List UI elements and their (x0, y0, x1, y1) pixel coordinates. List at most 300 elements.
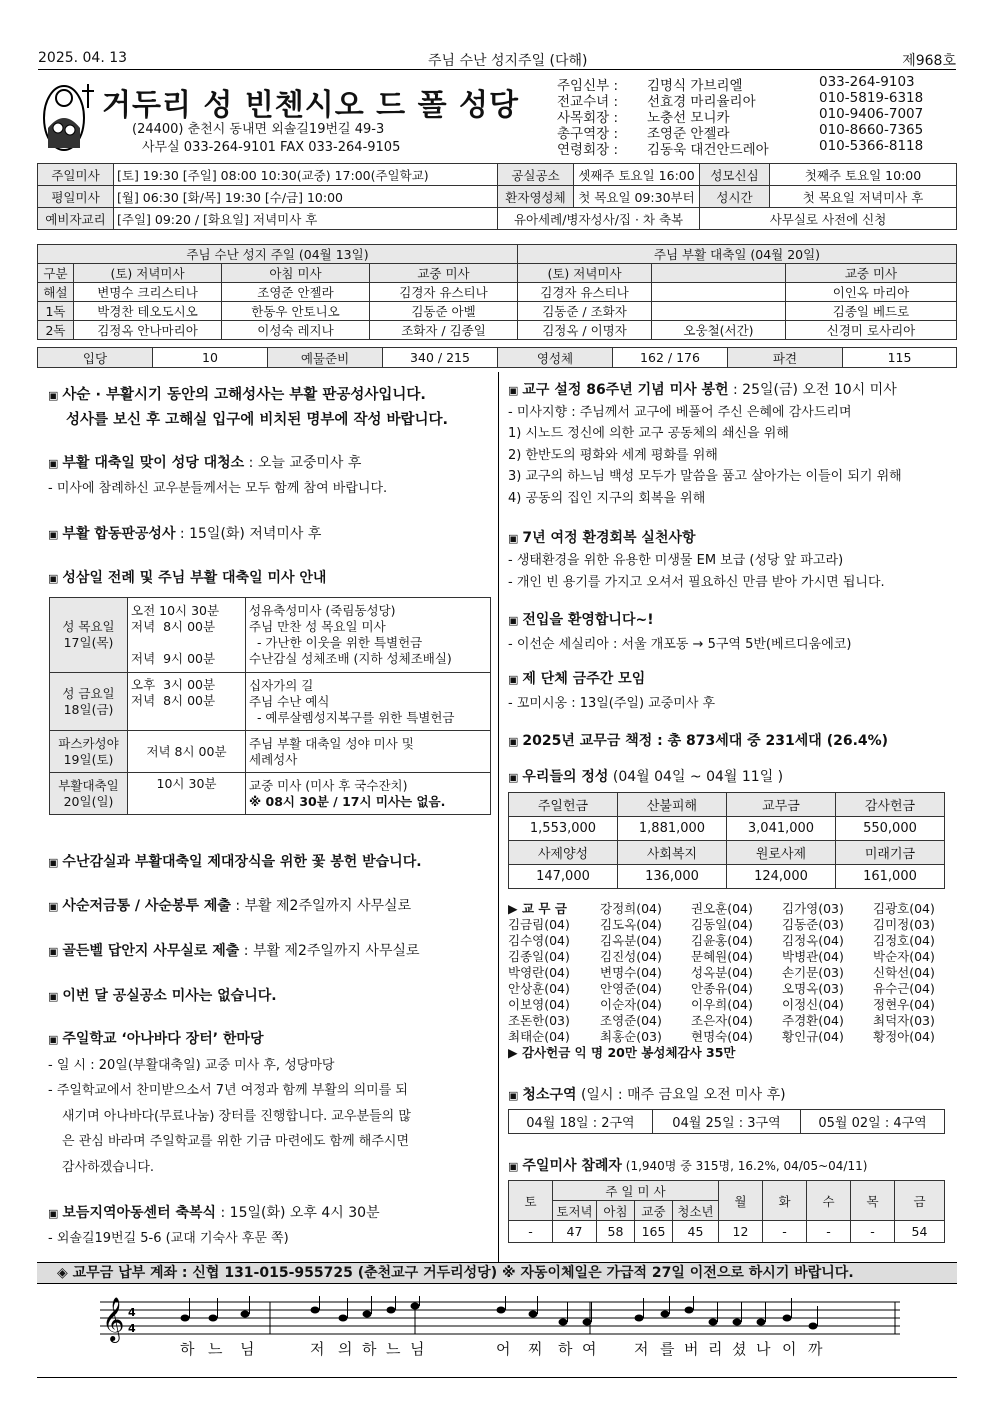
att-header: 월 (719, 1181, 763, 1221)
attendance-table (508, 1180, 945, 1243)
att-subheader: 토저녁 (553, 1201, 597, 1221)
donor: 박영란(04) (508, 965, 570, 980)
cell: 변명수 크리스티나 (74, 283, 222, 302)
cell: 조영준 안젤라 (222, 283, 370, 302)
notice-welcome: ▣ 전입을 환영합니다~! - 이선순 세실리아 : 서울 개포동 → 5구역 5반(베르디움에코) (508, 608, 851, 657)
notice-detail: 2) 한반도의 평화와 세계 평화를 위해 (508, 447, 718, 463)
notice-goldenbell: ▣ 골든벨 답안지 사무실로 제출 : 부활 제2주일까지 사무실로 (48, 943, 420, 959)
hw-desc: 주님 부활 대축일 성야 미사 및 세례성사 (246, 731, 491, 773)
donor: 신학선(04) (873, 965, 935, 980)
value: 셋째주 토요일 16:00 (574, 164, 700, 186)
staff-name: 김명식 가브리엘 (647, 78, 743, 94)
donor: 조돈한(03) (508, 1013, 570, 1028)
notice-text: 사순 · 부활시기 동안의 고해성사는 부활 판공성사입니다. (62, 387, 426, 403)
cleaning-title: ▣ 청소구역 (일시 : 매주 금요일 오전 미사 후) (508, 1087, 786, 1103)
stat-value: 162 / 176 (613, 348, 728, 368)
notice-tithe: ▣ 2025년 교무금 책정 : 총 873세대 중 231세대 (26.4%) (508, 733, 889, 749)
church-phone: 사무실 033-264-9101 FAX 033-264-9105 (142, 140, 401, 155)
cell: 김정옥 안나마리아 (74, 321, 222, 340)
cell: 김정옥 / 이명자 (518, 321, 652, 340)
donor: 김금림(04) (508, 917, 570, 932)
att-header: 수 (807, 1181, 851, 1221)
value: 사무실로 사전에 신청 (700, 208, 957, 230)
cell (652, 302, 786, 321)
off-value: 147,000 (509, 865, 618, 889)
stat-label: 입당 (38, 348, 153, 368)
church-logo (40, 78, 98, 154)
value: [월] 06:30 [화/목] 19:30 [수/금] 10:00 (114, 186, 498, 208)
notice-title: 주일미사 참례자 (522, 1158, 622, 1174)
notice-title: 부활 합동판공성사 (62, 526, 176, 542)
staff-row (557, 74, 957, 94)
att-header: 토 (509, 1181, 553, 1221)
svg-text:4: 4 (128, 1322, 136, 1335)
staff-phone: 033-264-9103 (819, 74, 915, 90)
music-note (685, 1307, 694, 1314)
stats-bar (37, 347, 957, 368)
notice-flowers: ▣ 수난감실과 부활대축일 제대장식을 위한 꽃 봉헌 받습니다. (48, 854, 422, 870)
staff-role: 주임신부 : (557, 78, 619, 94)
cell: 오웅철(서간) (652, 321, 786, 340)
donor: 이순자(04) (600, 997, 662, 1012)
music-note (559, 1319, 568, 1326)
church-address: (24400) 춘천시 동내면 외솔길19번길 49-3 (132, 122, 385, 137)
donor: 김종일(04) (508, 949, 570, 964)
music-note (661, 1311, 670, 1318)
lyric-syllable: 까 (808, 1340, 823, 1358)
staff-name: 노충선 모니카 (647, 110, 730, 126)
off-header: 사제양성 (509, 841, 618, 865)
hw-time: 오후 3시 00분 저녁 8시 00분 (128, 673, 246, 731)
cell: 해설 (38, 283, 74, 302)
notice-value: : 부활 제2주일까지 사무실로 (239, 943, 420, 959)
donor-row (508, 981, 948, 997)
hymn-lyrics (100, 1338, 900, 1360)
music-note (497, 1307, 506, 1314)
donor: 유수근(04) (873, 981, 935, 996)
church-name: 거두리 성 빈첸시오 드 폴 성당 (102, 88, 519, 123)
notice-meetings: ▣ 제 단체 금주간 모임 - 꼬미시옹 : 13일(주일) 교중미사 후 (508, 667, 715, 716)
holy-week-table (49, 597, 491, 815)
col-header: 교중 미사 (370, 264, 518, 283)
donor-row (508, 1013, 948, 1029)
staff-phone: 010-8660-7365 (819, 122, 924, 138)
off-value: 136,000 (618, 865, 727, 889)
value: 첫 목요일 09:30부터 (574, 186, 700, 208)
att-value: 12 (719, 1221, 763, 1243)
cell: 한동우 안토니오 (222, 302, 370, 321)
att-value: 47 (553, 1221, 597, 1243)
notice-title: 주일학교 ‘아나바다 장터’ 한마당 (62, 1031, 264, 1047)
cleaning-cell: 05월 02일 : 4구역 (801, 1110, 945, 1134)
notice-lent-box: ▣ 사순저금통 / 사순봉투 제출 : 부활 제2주일까지 사무실로 (48, 898, 412, 914)
music-note (733, 1319, 742, 1326)
music-note (583, 1319, 592, 1326)
music-note (363, 1311, 372, 1318)
notice-title: 우리들의 정성 (522, 769, 609, 785)
notice-title: 이번 달 공실공소 미사는 없습니다. (62, 988, 277, 1004)
att-subheader: 청소년 (673, 1201, 719, 1221)
lyric-syllable: 찌 (528, 1340, 543, 1358)
donor: 박순자(04) (873, 949, 935, 964)
lyric-syllable: 를 (660, 1340, 675, 1358)
label: 성시간 (700, 186, 770, 208)
offerings-table (508, 792, 945, 889)
cell: 2독 (38, 321, 74, 340)
hw-time: 저녁 8시 00분 (128, 731, 246, 773)
notice-detail: - 꼬미시옹 : 13일(주일) 교중미사 후 (508, 696, 716, 711)
notice-value: (04월 04일 ~ 04월 11일 ) (608, 769, 784, 785)
off-header: 교무금 (727, 793, 836, 817)
cell: 이인옥 마리아 (786, 283, 957, 302)
notice-title: 부활 대축일 맞이 성당 대청소 (62, 455, 245, 471)
att-value: - (851, 1221, 895, 1243)
notice-anabada: ▣ 주일학교 ‘아나바다 장터’ 한마당 - 일 시 : 20일(부활대축일) 교중 미사 후, 성당마당 - 주일학교에서 찬미받으소서 7년 여정과 함께 부활의 의미를 되 새기며 아나바다(무료나눔) 장터를 진행합니다. 교우분들의 많 은 관심 바라며 주일학교를 위한 기금 마련에도 함께 해주시면 감사하겠습니다. (48, 1027, 411, 1180)
cell: 이성숙 레지나 (222, 321, 370, 340)
cleaning-cell: 04월 18일 : 2구역 (509, 1110, 653, 1134)
notice-confession: ▣ 사순 · 부활시기 동안의 고해성사는 부활 판공성사입니다. 성사를 보신 후 고해실 입구에 비치된 명부에 작성 바랍니다. (48, 383, 448, 433)
donor: 안상훈(04) (508, 981, 570, 996)
donor: 이보영(04) (508, 997, 570, 1012)
col-header: (토) 저녁미사 (518, 264, 652, 283)
donor-list (508, 901, 948, 1061)
lyric-syllable: 의 (338, 1340, 353, 1358)
staff-name: 김동욱 대건안드레아 (647, 142, 769, 158)
issue-number: 제968호 (902, 53, 956, 69)
notice-title: 2025년 교무금 책정 : 총 873세대 중 231세대 (26.4%) (522, 733, 889, 749)
donor: 김옥분(04) (600, 933, 662, 948)
bottom-rule (37, 1377, 957, 1378)
hw-desc: 교중 미사 (미사 후 국수잔치) (249, 777, 408, 793)
staff-list (557, 74, 957, 158)
cell: 김경자 유스티나 (518, 283, 652, 302)
lyric-syllable: 하 (558, 1340, 573, 1358)
readers-header: 주님 수난 성지 주일 (04월 13일) (38, 245, 518, 264)
notice-text: 성사를 보신 후 고해실 입구에 비치된 명부에 작성 바랍니다. (66, 412, 449, 428)
staff-row (557, 138, 957, 158)
svg-text:4: 4 (128, 1306, 136, 1319)
lyric-syllable: 느 (386, 1340, 401, 1358)
notice-title: 사순저금통 / 사순봉투 제출 (62, 898, 231, 914)
notice-title: 제 단체 금주간 모임 (522, 671, 646, 687)
cleaning-cell: 04월 25일 : 3구역 (652, 1110, 800, 1134)
notice-detail: - 미사에 참례하신 교우분들께서는 모두 함께 참여 바랍니다. (48, 481, 388, 496)
donor: 김미정(03) (873, 917, 935, 932)
attendance-title: ▣ 주일미사 참례자 (1,940명 중 315명, 16.2%, 04/05~04/11) (508, 1158, 868, 1174)
donor: 황정아(04) (873, 1029, 935, 1044)
notice-title: 보듬지역아동센터 축복식 (62, 1205, 217, 1221)
hw-day: 부활대축일 20일(일) (50, 773, 128, 815)
offerings-title: ▣ 우리들의 정성 (04월 04일 ~ 04월 11일 ) (508, 769, 784, 785)
donor: 권오훈(04) (691, 901, 753, 916)
donor-row (508, 997, 948, 1013)
hw-day: 성 목요일 17일(목) (50, 598, 128, 673)
donor: 김동준(03) (782, 917, 844, 932)
staff-phone: 010-5366-8118 (819, 138, 924, 154)
notice-detail: 은 관심 바라며 주일학교를 위한 기금 마련에도 함께 해주시면 (62, 1134, 410, 1149)
sunday-title: 주님 수난 성지주일 (다해) (428, 53, 588, 69)
staff-row (557, 122, 957, 142)
music-note (635, 1315, 644, 1322)
cell: 김종일 베드로 (786, 302, 957, 321)
staff-name: 선효경 마리율리아 (647, 94, 756, 110)
notice-detail: 감사하겠습니다. (62, 1159, 155, 1175)
label: 평일미사 (38, 186, 114, 208)
donor: 최태순(04) (508, 1029, 570, 1044)
donor: 이우희(04) (691, 997, 753, 1012)
notice-value: (1,940명 중 315명, 16.2%, 04/05~04/11) (621, 1159, 868, 1173)
notice-detail: - 주일학교에서 찬미받으소서 7년 여정과 함께 부활의 의미를 되 (48, 1083, 408, 1098)
readers-table (37, 244, 957, 340)
donor: 김가영(03) (782, 901, 844, 916)
music-note (241, 1311, 250, 1318)
off-header: 사회복지 (618, 841, 727, 865)
lyric-syllable: 하 (180, 1340, 195, 1358)
label: 주일미사 (38, 164, 114, 186)
notice-value: (일시 : 매주 금요일 오전 미사 후) (576, 1087, 786, 1103)
music-note (809, 1323, 818, 1330)
lyric-syllable: 느 (208, 1340, 223, 1358)
music-note (709, 1319, 718, 1326)
donor: 조영준(04) (600, 1013, 662, 1028)
donor: 안종유(04) (691, 981, 753, 996)
donor: 조은자(04) (691, 1013, 753, 1028)
att-header: 목 (851, 1181, 895, 1221)
hw-day: 파스카성야 19일(토) (50, 731, 128, 773)
lyric-syllable: 하 (362, 1340, 377, 1358)
notice-value: : 오늘 교중미사 후 (244, 455, 362, 471)
att-header: 금 (895, 1181, 945, 1221)
donor: 최덕자(03) (873, 1013, 935, 1028)
donor-label: ▶ 교 무 금 (508, 901, 567, 916)
lyric-syllable: 나 (756, 1340, 771, 1358)
donor: 김정호(04) (873, 933, 935, 948)
staff-role: 전교수녀 : (557, 94, 619, 110)
staff-role: 연령회장 : (557, 142, 619, 158)
cell: 1독 (38, 302, 74, 321)
donor: 김동일(04) (691, 917, 753, 932)
off-value: 1,881,000 (618, 817, 727, 841)
hw-note: ※ 08시 30분 / 17시 미사는 없음. (249, 793, 446, 809)
donor: 문혜원(04) (691, 949, 753, 964)
lyric-syllable: 저 (310, 1340, 325, 1358)
notice-detail: - 일 시 : 20일(부활대축일) 교중 미사 후, 성당마당 (48, 1057, 335, 1073)
donor: 강정희(04) (600, 901, 662, 916)
music-note (411, 1303, 420, 1310)
notice-title: 7년 여정 환경회복 실천사항 (522, 530, 696, 546)
notice-value: : 25일(금) 오전 10시 미사 (728, 382, 897, 398)
schedule-table (37, 163, 957, 230)
lyric-syllable: 저 (634, 1340, 649, 1358)
hw-time: 오전 10시 30분 저녁 8시 00분 저녁 9시 00분 (128, 598, 246, 673)
off-header: 원로사제 (727, 841, 836, 865)
value: 첫째주 토요일 10:00 (770, 164, 957, 186)
notice-title: 수난감실과 부활대축일 제대장식을 위한 꽃 봉헌 받습니다. (62, 854, 422, 870)
svg-text:𝄞: 𝄞 (102, 1297, 125, 1341)
att-value: 58 (597, 1221, 635, 1243)
donor-row (508, 965, 948, 981)
att-value: 54 (895, 1221, 945, 1243)
att-value: - (763, 1221, 807, 1243)
staff-phone: 010-9406-7007 (819, 106, 924, 122)
lyric-syllable: 리 (708, 1340, 723, 1358)
cell: 신경미 로사리아 (786, 321, 957, 340)
label: 공실공소 (498, 164, 574, 186)
off-header: 주일헌금 (509, 793, 618, 817)
label: 유아세례/병자성사/집 · 차 축복 (498, 208, 700, 230)
cleaning-table (508, 1109, 945, 1134)
lyric-syllable: 어 (496, 1340, 511, 1358)
col-header: 교중 미사 (786, 264, 957, 283)
donor-row (508, 1029, 948, 1045)
notice-detail: - 이선순 세실리아 : 서울 개포동 → 5구역 5반(베르디움에코) (508, 637, 852, 652)
value: [토] 19:30 [주일] 08:00 10:30(교중) 17:00(주일학교) (114, 164, 498, 186)
donor: 안영준(04) (600, 981, 662, 996)
notice-value: : 15일(화) 오후 4시 30분 (216, 1205, 380, 1221)
lyric-syllable: 버 (684, 1340, 699, 1358)
cell: 조화자 / 김종일 (370, 321, 518, 340)
notice-detail: 4) 공동의 집인 지구의 회복을 위해 (508, 490, 706, 506)
notice-cleaning: ▣ 부활 대축일 맞이 성당 대청소 : 오늘 교중미사 후 - 미사에 참례하신 교우분들께서는 모두 함께 참여 바랍니다. (48, 451, 387, 501)
value: [주일] 09:20 / [화요일] 저녁미사 후 (114, 208, 498, 230)
att-value: 165 (635, 1221, 673, 1243)
holy-week-title: ▣ 성삼일 전례 및 주님 부활 대축일 미사 안내 (48, 570, 327, 586)
music-note (783, 1315, 792, 1322)
donor-row (508, 949, 948, 965)
donor: 이정신(04) (782, 997, 844, 1012)
donor: 최홍순(03) (600, 1029, 662, 1044)
stat-label: 파견 (728, 348, 843, 368)
staff-role: 사목회장 : (557, 110, 619, 126)
stat-value: 115 (843, 348, 957, 368)
stat-value: 10 (153, 348, 268, 368)
music-note (529, 1311, 538, 1318)
column-divider (498, 372, 499, 1262)
music-note (339, 1315, 348, 1322)
donor: 주경환(04) (782, 1013, 844, 1028)
date: 2025. 04. 13 (38, 50, 128, 66)
payment-account-bar: ◈ 교무금 납부 계좌 : 신협 131-015-955725 (춘천교구 거두리성당) ※ 자동이체일은 가급적 27일 이전으로 하시기 바랍니다. (37, 1262, 957, 1284)
notice-detail: 3) 교구의 하느님 백성 모두가 말씀을 품고 살아가는 이들이 되기 위해 (508, 469, 902, 484)
notice-title: 골든벨 답안지 사무실로 제출 (62, 943, 240, 959)
stat-label: 예물준비 (268, 348, 383, 368)
music-note (387, 1307, 396, 1314)
staff-row (557, 106, 957, 126)
label: 예비자교리 (38, 208, 114, 230)
att-subheader: 교중 (635, 1201, 673, 1221)
att-value: - (807, 1221, 851, 1243)
donor: 김정옥(04) (782, 933, 844, 948)
notice-title: 청소구역 (522, 1087, 577, 1103)
att-value: - (509, 1221, 553, 1243)
notice-value: : 15일(화) 저녁미사 후 (175, 526, 322, 542)
notice-anniversary: ▣ 교구 설정 86주년 기념 미사 봉헌 : 25일(금) 오전 10시 미사 - 미사지향 : 주님께서 교구에 베풀어 주신 은혜에 감사드리며 1) 시노드 정신에 의한 교구 공동체의 쇄신을 위해 2) 한반도의 평화와 세계 평화를 위해 3) 교구의 하느님 백성 모두가 말씀을 품고 살아가는 이들이 되기 위해 4) 공동의 집인 지구의 회복을 위해 (508, 380, 902, 509)
off-value: 161,000 (836, 865, 945, 889)
donor: 현명숙(04) (691, 1029, 753, 1044)
stat-value: 340 / 215 (383, 348, 498, 368)
att-header: 화 (763, 1181, 807, 1221)
off-value: 550,000 (836, 817, 945, 841)
cell: 김동준 / 조화자 (518, 302, 652, 321)
notice-title: 전입을 환영합니다~! (522, 612, 654, 628)
lyric-syllable: 이 (782, 1340, 797, 1358)
donor: 손기문(03) (782, 965, 844, 980)
att-header: 주 일 미 사 (553, 1181, 719, 1201)
att-value: 45 (673, 1221, 719, 1243)
music-note (181, 1315, 190, 1322)
music-note (757, 1319, 766, 1326)
music-note (209, 1315, 218, 1322)
donor: 황인규(04) (782, 1029, 844, 1044)
lyric-syllable: 님 (240, 1340, 255, 1358)
donor-row (508, 917, 948, 933)
donor: 김광호(04) (873, 901, 935, 916)
notice-detail: - 개인 빈 용기를 가지고 오셔서 필요하신 만큼 받아 가시면 됩니다. (508, 575, 885, 590)
att-subheader: 아침 (597, 1201, 635, 1221)
stat-label: 영성체 (498, 348, 613, 368)
staff-row (557, 90, 957, 110)
off-value: 124,000 (727, 865, 836, 889)
thanks-offering: ▶ 감사헌금 익 명 20만 봉성체감사 35만 (508, 1045, 736, 1060)
label: 환자영성체 (498, 186, 574, 208)
lyric-syllable: 님 (410, 1340, 425, 1358)
hw-desc: 성유축성미사 (죽림동성당) 주님 만찬 성 목요일 미사 - 가난한 이웃을 위한 특별헌금 수난감실 성체조배 (지하 성체조배실) (246, 598, 491, 673)
col-header (652, 264, 786, 283)
music-note (311, 1307, 320, 1314)
notice-environment: ▣ 7년 여정 환경회복 실천사항 - 생태환경을 위한 유용한 미생물 EM 보급 (성당 앞 파고라) - 개인 빈 용기를 가지고 오셔서 필요하신 만큼 받아 가시면 됩니다. (508, 527, 885, 594)
col-header: 구분 (38, 264, 74, 283)
off-header: 미래기금 (836, 841, 945, 865)
off-value: 1,553,000 (509, 817, 618, 841)
notice-mission: ▣ 이번 달 공실공소 미사는 없습니다. (48, 988, 277, 1004)
staff-role: 총구역장 : (557, 126, 619, 142)
header-bar (38, 50, 956, 70)
notice-detail: 1) 시노드 정신에 의한 교구 공동체의 쇄신을 위해 (508, 426, 789, 441)
donor: 변명수(04) (600, 965, 662, 980)
lyric-syllable: 여 (582, 1340, 597, 1358)
notice-detail: 새기며 아나바다(무료나눔) 장터를 진행합니다. 교우분들의 많 (62, 1108, 411, 1124)
donor: 오명옥(03) (782, 981, 844, 996)
donor: 정현우(04) (873, 997, 935, 1012)
notice-penance: ▣ 부활 합동판공성사 : 15일(화) 저녁미사 후 (48, 526, 322, 542)
cell: 박경찬 테오도시오 (74, 302, 222, 321)
notice-detail: - 생태환경을 위한 유용한 미생물 EM 보급 (성당 앞 파고라) (508, 553, 844, 568)
cell: 김동준 아벨 (370, 302, 518, 321)
donor: 김도옥(04) (600, 917, 662, 932)
label: 성모신심 (700, 164, 770, 186)
donor: 김수영(04) (508, 933, 570, 948)
donor: 박병관(04) (782, 949, 844, 964)
notice-blessing: ▣ 보듬지역아동센터 축복식 : 15일(화) 오후 4시 30분 - 외솔길19번길 5-6 (교대 기숙사 후문 쪽) (48, 1201, 380, 1251)
cell: 김경자 유스티나 (370, 283, 518, 302)
hw-desc: 십자가의 길 주님 수난 예식 - 예루살렘성지복구를 위한 특별헌금 (246, 673, 491, 731)
donor-row (508, 933, 948, 949)
col-header: 아침 미사 (222, 264, 370, 283)
off-header: 감사헌금 (836, 793, 945, 817)
notice-title: 성삼일 전례 및 주님 부활 대축일 미사 안내 (62, 570, 327, 586)
readers-header: 주님 부활 대축일 (04월 20일) (518, 245, 957, 264)
cell (652, 283, 786, 302)
value: 첫 목요일 저녁미사 후 (770, 186, 957, 208)
notice-value: : 부활 제2주일까지 사무실로 (230, 898, 412, 914)
staff-phone: 010-5819-6318 (819, 90, 924, 106)
donor: 성옥분(04) (691, 965, 753, 980)
staff-name: 조영준 안젤라 (647, 126, 730, 142)
notice-title: 교구 설정 86주년 기념 미사 봉헌 (522, 382, 729, 398)
hw-day: 성 금요일 18일(금) (50, 673, 128, 731)
lyric-syllable: 셨 (732, 1340, 747, 1358)
notice-detail: - 외솔길19번길 5-6 (교대 기숙사 후문 쪽) (48, 1231, 289, 1246)
